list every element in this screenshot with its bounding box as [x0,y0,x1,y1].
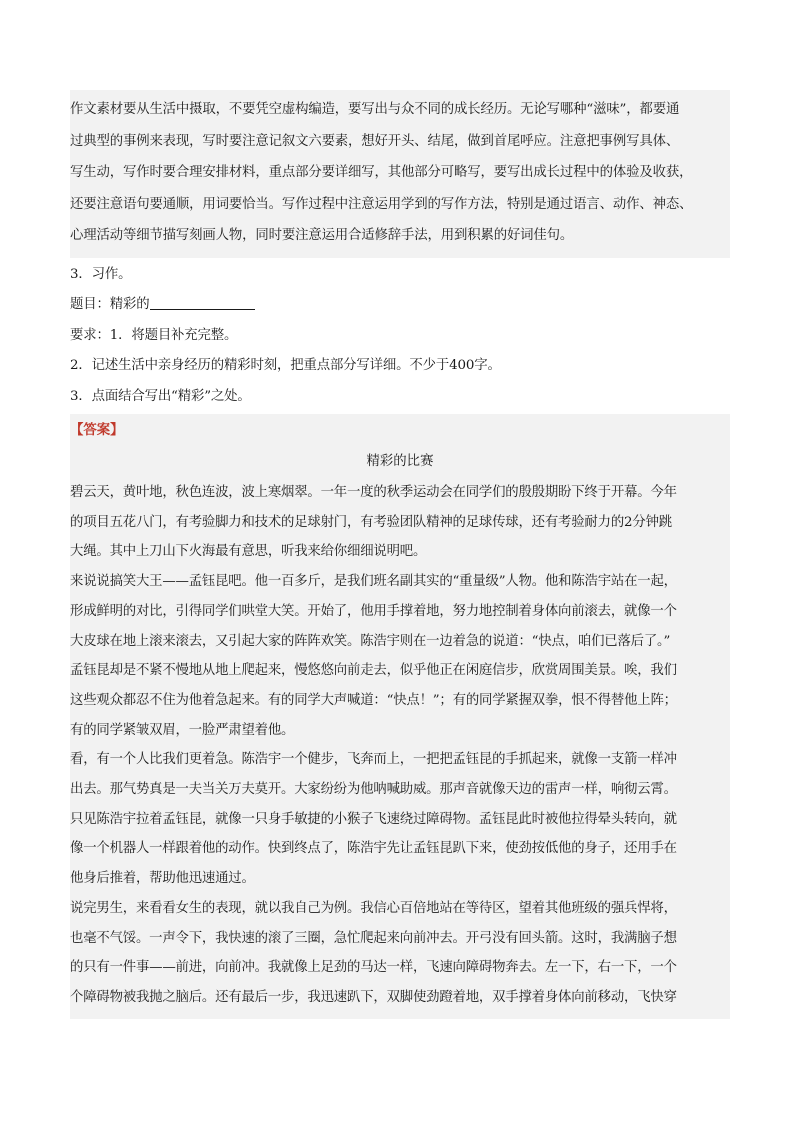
essay-line: 大皮球在地上滚来滚去，又引起大家的阵阵欢笑。陈浩宇则在一边着急的说道：“快点，咱们已落后了。” [70,633,671,649]
writing-task-block [70,258,730,415]
task-requirement-3: 3．点面结合写出“精彩”之处。 [70,388,251,404]
essay-line: 有的同学紧皱双眉，一脸严肃望着他。 [70,722,295,738]
essay-line: 他身后推着，帮助他迅速通过。 [70,871,255,887]
essay-line: 这些观众都忍不住为他着急起来。有的同学大声喊道：“快点！”；有的同学紧握双拳，恨不得替他上阵； [70,692,677,708]
essay-line: 个障碍物被我抛之脑后。还有最后一步，我迅速趴下，双脚使劲蹬着地，双手撑着身体向前移动，飞快穿 [70,989,677,1005]
essay-line: 只见陈浩宇拉着孟钰昆，就像一只身手敏捷的小猴子飞速绕过障碍物。孟钰昆此时被他拉得晕头转向，就 [70,811,677,827]
answer-block [70,414,730,1019]
essay-line: 碧云天，黄叶地，秋色连波，波上寒烟翠。一年一度的秋季运动会在同学们的殷殷期盼下终于开幕。今年 [70,485,677,500]
essay-line: 看，有一个人比我们更着急。陈浩宇一个健步，飞奔而上，一把把孟钰昆的手抓起来，就像一支箭一样冲 [70,752,677,768]
essay-line: 来说说搞笑大王——孟钰昆吧。他一百多斤，是我们班名副其实的“重量级”人物。他和陈浩宇站在一起， [70,574,677,590]
essay-line: 大绳。其中上刀山下火海最有意思，听我来给你细细说明吧。 [70,544,427,560]
guide-line: 写生动，写作时要合理安排材料，重点部分要详细写，其他部分可略写，要写出成长过程中的体验及收获， [70,165,693,180]
task-requirement-1: 要求：1．将题目补充完整。 [70,327,238,343]
title-blank [150,295,255,310]
essay-body [70,478,730,1013]
essay-line: 的只有一件事——前进，向前冲。我就像上足劲的马达一样，飞速向障碍物奔去。左一下，右一下，一个 [70,960,677,976]
task-title-line [70,290,730,321]
essay-line: 的项目五花八门，有考验脚力和技术的足球射门，有考验团队精神的足球传球，还有考验耐力的2分钟跳 [70,514,672,530]
essay-line: 也毫不气馁。一声令下，我快速的滚了三圈，急忙爬起来向前冲去。开弓没有回头箭。这时，我满脑子想 [70,930,677,946]
answer-tag: 【答案】 [70,422,124,438]
guide-line: 心理活动等细节描写刻画人物，同时要注意运用合适修辞手法，用到积累的好词佳句。 [70,228,574,243]
task-requirement-2: 2．记述生活中亲身经历的精彩时刻，把重点部分写详细。不少于400字。 [70,358,501,373]
essay-line: 说完男生，来看看女生的表现，就以我自己为例。我信心百倍地站在等待区，望着其他班级的强兵悍将， [70,900,677,916]
guide-line: 作文素材要从生活中摄取，不要凭空虚构编造，要写出与众不同的成长经历。无论写哪种“滋味”，都要通 [70,102,680,117]
writing-guidance-block [70,90,730,258]
guide-line: 过典型的事例来表现，写时要注意记叙文六要素，想好开头、结尾，做到首尾呼应。注意把事例写具体、 [70,133,680,149]
essay-line: 形成鲜明的对比，引得同学们哄堂大笑。开始了，他用手撑着地，努力地控制着身体向前滚去，就像一个 [70,603,677,619]
essay-line: 孟钰昆却是不紧不慢地从地上爬起来，慢悠悠向前走去，似乎他正在闲庭信步，欣赏周围美景。唉，我们 [70,663,677,679]
task-number: 3．习作。 [70,266,132,282]
guide-line: 还要注意语句要通顺，用词要恰当。写作过程中注意运用学到的写作方法，特别是通过语言、动作、神态、 [70,196,693,212]
essay-line: 像一个机器人一样跟着他的动作。快到终点了，陈浩宇先让孟钰昆趴下来，使劲按低他的身子，还用手在 [70,841,677,857]
task-title-label: 题目：精彩的 [70,297,150,312]
essay-title: 精彩的比赛 [366,454,434,469]
document-page [70,90,730,1019]
essay-line: 出去。那气势真是一夫当关万夫莫开。大家纷纷为他呐喊助威。那声音就像天边的雷声一样，响彻云霄。 [70,782,677,798]
